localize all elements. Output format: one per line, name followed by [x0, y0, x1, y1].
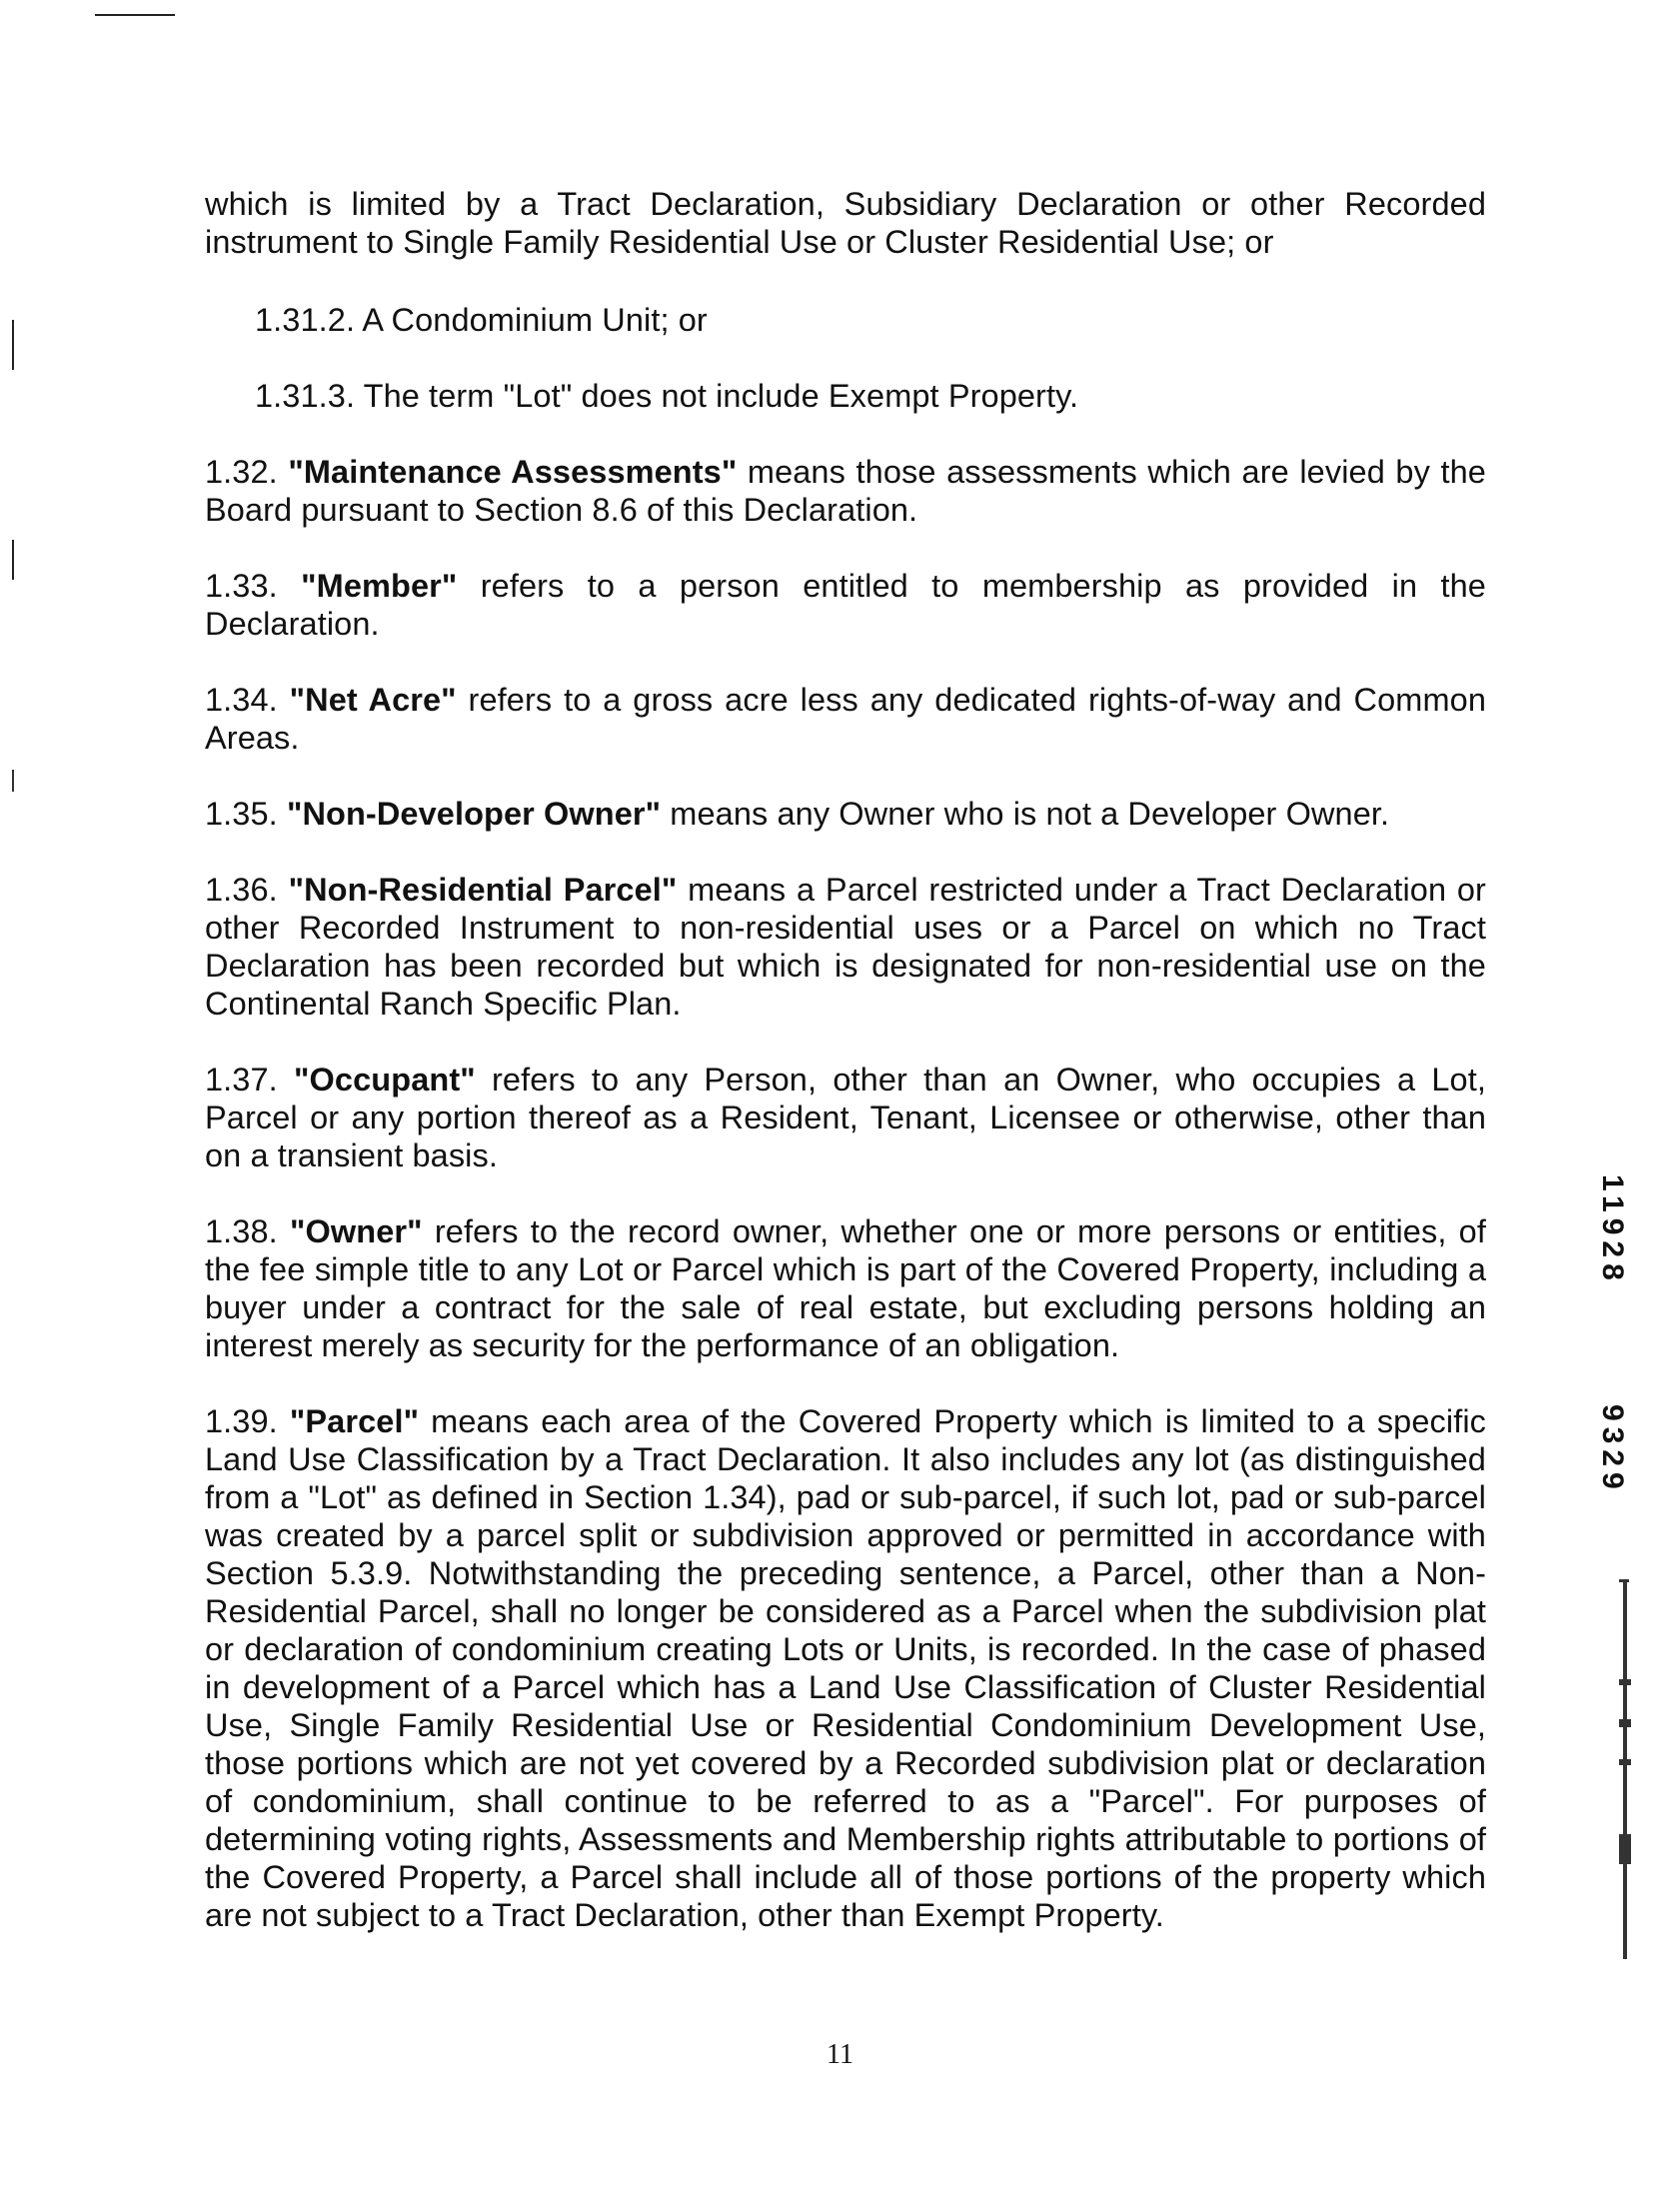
defined-term: "Occupant" [294, 1062, 476, 1098]
scan-artifact-dot [12, 770, 14, 792]
defined-term: "Member" [301, 568, 458, 604]
definition-1-38: 1.38. "Owner" refers to the record owner, whether one or more persons or entities, of the fee simple title to any Lot or Parcel which is part of the Covered Property, including a buyer under a contract for the sale of real estate, but excluding persons holding an interest merely as security for the performance of an obligation. [205, 1213, 1486, 1363]
recording-stamp [1596, 1174, 1659, 1495]
defined-term: "Net Acre" [289, 682, 457, 718]
definition-1-34: 1.34. "Net Acre" refers to a gross acre less any dedicated rights-of-way and Common Areas. [205, 682, 1486, 756]
defined-term: "Parcel" [289, 1403, 420, 1439]
definition-1-32: 1.32. "Maintenance Assessments" means those assessments which are levied by the Board pursuant to Section 8.6 of this Declaration. [205, 454, 1486, 528]
margin-barcode [1619, 1579, 1631, 1959]
scan-artifact-margin [12, 320, 14, 370]
definition-1-36: 1.36. "Non-Residential Parcel" means a Parcel restricted under a Tract Declaration or other Recorded Instrument to non-residential uses or a Parcel on which no Tract Declaration has been recorded but which is designated for non-residential use on the Continental Ranch Specific Plan. [205, 872, 1486, 1022]
defined-term: "Owner" [290, 1213, 423, 1249]
scan-artifact-margin [12, 540, 14, 580]
intro-paragraph: which is limited by a Tract Declaration, Subsidiary Declaration or other Recorded instrument to Single Family Residential Use or Cluster Residential Use; or [205, 186, 1486, 260]
definition-1-35: 1.35. "Non-Developer Owner" means any Owner who is not a Developer Owner. [205, 796, 1390, 832]
definition-1-37: 1.37. "Occupant" refers to any Person, other than an Owner, who occupies a Lot, Parcel or any portion thereof as a Resident, Tenant, Licensee or otherwise, other than on a transient basis. [205, 1062, 1486, 1173]
defined-term: "Non-Residential Parcel" [288, 872, 678, 908]
defined-term: "Non-Developer Owner" [286, 796, 662, 832]
subsection-1-31-3: 1.31.3. The term "Lot" does not include Exempt Property. [255, 378, 1079, 414]
definition-1-39: 1.39. "Parcel" means each area of the Covered Property which is limited to a specific Land Use Classification by a Tract Declaration. It also includes any lot (as distinguished from a "Lot" as defined in Section 1.34), pad or sub-parcel, if such lot, pad or sub-parcel was created by a parcel split or subdivision approved or permitted in accordance with Section 5.3.9. Notwithstanding the preceding sentence, a Parcel, other than a Non-Residential Parcel, shall no longer be considered as a Parcel when the subdivision plat or declaration of condominium creating Lots or Units, is recorded. In the case of phased in development of a Parcel which has a Land Use Classification of Cluster Residential Use, Single Family Residential Use or Residential Condominium Development Use, those portions which are not yet covered by a Recorded subdivision plat or declaration of condominium, shall continue to be referred to as a "Parcel". For purposes of determining voting rights, Assessments and Membership rights attributable to portions of the Covered Property, a Parcel shall include all of those portions of the property which are not subject to a Tract Declaration, other than Exempt Property. [205, 1403, 1486, 1933]
recording-number-top: 11928 [1596, 1174, 1629, 1286]
definition-1-33: 1.33. "Member" refers to a person entitled to membership as provided in the Declaration. [205, 568, 1486, 642]
defined-term: "Maintenance Assessments" [288, 454, 738, 490]
subsection-1-31-2: 1.31.2. A Condominium Unit; or [255, 302, 708, 338]
recording-number-bottom: 9329 [1596, 1404, 1629, 1495]
page-number: 11 [827, 2039, 853, 2070]
scan-artifact-top [95, 14, 175, 16]
document-body [205, 185, 1486, 1972]
